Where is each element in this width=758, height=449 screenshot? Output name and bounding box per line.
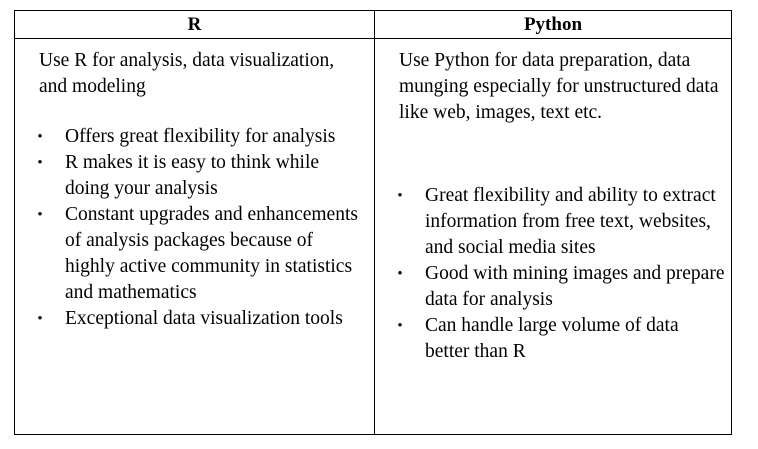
bullet-icon: •: [37, 129, 43, 145]
list-item: [395, 313, 725, 365]
r-bullet-list: [35, 124, 365, 332]
list-item-text: Exceptional data visualization tools: [65, 308, 343, 329]
header-python: Python: [523, 14, 583, 35]
bullet-icon: •: [37, 311, 43, 327]
bullet-icon: •: [37, 207, 43, 223]
list-item-text: R makes it is easy to think while doing your analysis: [65, 152, 320, 199]
bullet-icon: •: [37, 155, 43, 171]
comparison-table: [14, 10, 732, 435]
list-item-text: Good with mining images and prepare data for analysis: [425, 263, 725, 310]
list-item: [35, 306, 365, 332]
list-item: [395, 183, 725, 261]
bullet-icon: •: [397, 188, 403, 204]
header-r: R: [187, 14, 202, 35]
list-item: [35, 150, 365, 202]
r-intro: Use R for analysis, data visualization, and modeling: [39, 50, 335, 97]
list-item-text: Can handle large volume of data better than R: [425, 315, 679, 362]
list-item-text: Offers great flexibility for analysis: [65, 126, 336, 147]
list-item: [35, 124, 365, 150]
list-item: [395, 261, 725, 313]
bullet-icon: •: [397, 266, 403, 282]
list-item-text: Great flexibility and ability to extract information from free text, websites, and social media sites: [425, 185, 716, 258]
table-header-row: [15, 11, 731, 39]
list-item: [35, 202, 365, 306]
python-cell: [375, 39, 731, 434]
list-item-text: Constant upgrades and enhancements of analysis packages because of highly active community in statistics and mathematics: [65, 204, 358, 303]
r-cell: [15, 39, 374, 434]
python-bullet-list: [395, 183, 725, 365]
python-intro: Use Python for data preparation, data munging especially for unstructured data like web, images, text etc.: [399, 50, 719, 123]
bullet-icon: •: [397, 318, 403, 334]
